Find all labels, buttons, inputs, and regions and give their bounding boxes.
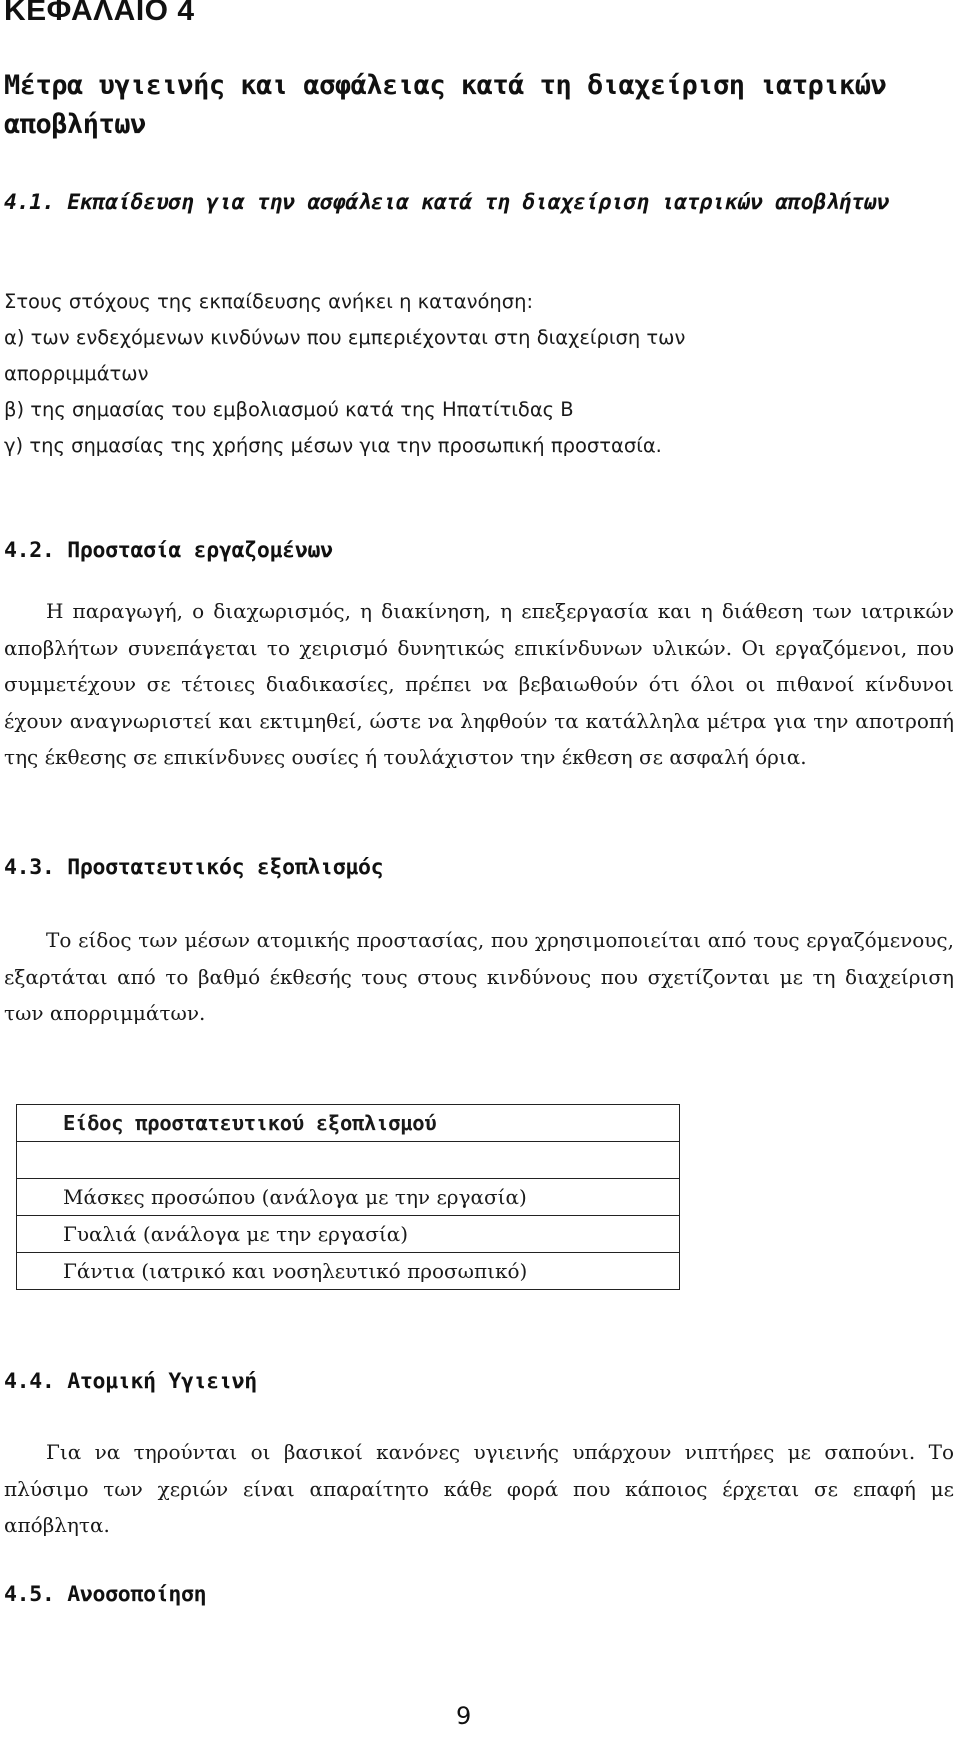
table-header-cell: Είδος προστατευτικού εξοπλισμού (17, 1105, 680, 1142)
protective-equipment-table (16, 1104, 680, 1290)
list-line: β) της σημασίας του εμβολιασμού κατά της Ηπατίτιδας Β (4, 398, 574, 421)
list-line: α) των ενδεχόμενων κινδύνων που εμπεριέχονται στη διαχείριση των (4, 326, 686, 349)
chapter-label: ΚΕΦΑΛΑΙΟ 4 (4, 0, 195, 27)
page-number: 9 (456, 1702, 472, 1730)
section-4-2-paragraph: Η παραγωγή, ο διαχωρισμός, η διακίνηση, η επεξεργασία και η διάθεση των ιατρικών αποβλήτων συνεπάγεται το χειρισμό δυνητικώς επικίνδυνων υλικών. Οι εργαζόμενοι, που συμμετέχουν σε τέτοιες διαδικασίες, πρέπει να βεβαιωθούν ότι όλοι οι πιθανοί κίνδυνοι έχουν αναγνωριστεί και εκτιμηθεί, ώστε να ληφθούν τα κατάλληλα μέτρα για την αποτροπή της έκθεσης σε επικίνδυνες ουσίες ή τουλάχιστον την έκθεση σε ασφαλή όρια. (4, 599, 954, 769)
section-heading-4-5: 4.5. Ανοσοποίηση (4, 1582, 207, 1607)
table-header-row (17, 1105, 680, 1142)
section-heading-4-1: 4.1. Εκπαίδευση για την ασφάλεια κατά τη διαχείριση ιατρικών αποβλήτων (4, 190, 890, 215)
table-row (17, 1216, 680, 1253)
list-line: γ) της σημασίας της χρήσης μέσων για την προσωπική προστασία. (4, 434, 662, 457)
section-heading-4-3: 4.3. Προστατευτικός εξοπλισμός (4, 855, 384, 880)
section-heading-4-4: 4.4. Ατομική Υγιεινή (4, 1369, 257, 1394)
table-row (17, 1179, 680, 1216)
table-cell: Γάντια (ιατρικό και νοσηλευτικό προσωπικό) (17, 1253, 680, 1290)
list-line: απορριμμάτων (4, 362, 149, 385)
table-row (17, 1142, 680, 1179)
section-4-1-list (4, 284, 954, 464)
section-4-3-paragraph: Το είδος των μέσων ατομικής προστασίας, που χρησιμοποιείται από τους εργαζόμενους, εξαρτάται από το βαθμό έκθεσής τους στους κινδύνους που σχετίζονται με τη διαχείριση των απορριμμάτων. (4, 928, 954, 1025)
chapter-title: Μέτρα υγιεινής και ασφάλειας κατά τη διαχείριση ιατρικών αποβλήτων (4, 70, 887, 140)
list-line: Στους στόχους της εκπαίδευσης ανήκει η κατανόηση: (4, 290, 534, 313)
table-cell (17, 1142, 680, 1179)
table-cell: Γυαλιά (ανάλογα με την εργασία) (17, 1216, 680, 1253)
section-heading-4-2: 4.2. Προστασία εργαζομένων (4, 538, 333, 563)
section-4-4-paragraph: Για να τηρούνται οι βασικοί κανόνες υγιεινής υπάρχουν νιπτήρες με σαπούνι. Το πλύσιμο των χεριών είναι απαραίτητο κάθε φορά που κάποιος έρχεται σε επαφή με απόβλητα. (4, 1440, 954, 1537)
table-cell: Μάσκες προσώπου (ανάλογα με την εργασία) (17, 1179, 680, 1216)
table-row (17, 1253, 680, 1290)
